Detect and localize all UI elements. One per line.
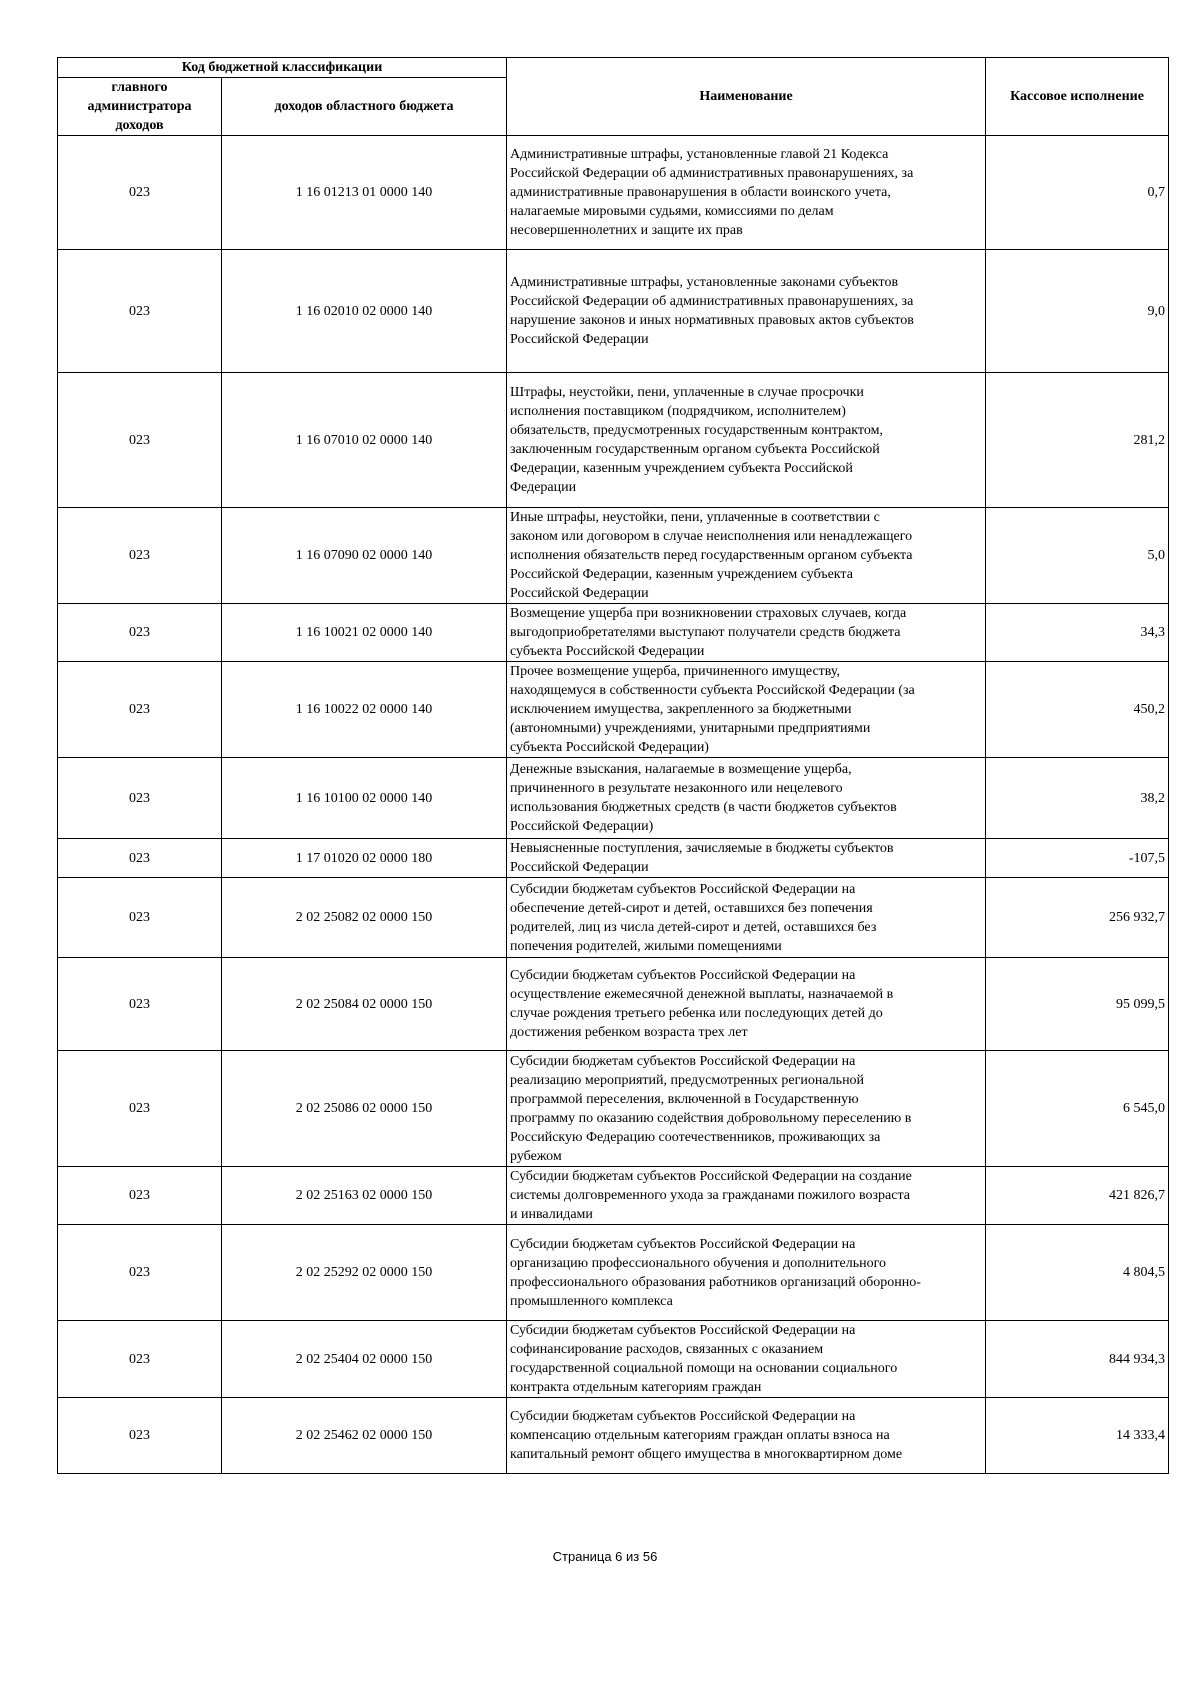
table-row xyxy=(58,136,1169,250)
amount-cell: -107,5 xyxy=(986,839,1169,878)
admin-code-cell: 023 xyxy=(58,878,222,958)
amount-cell: 256 932,7 xyxy=(986,878,1169,958)
table-row xyxy=(58,662,1169,758)
page-number-footer: Страница 6 из 56 xyxy=(552,1549,658,1564)
budget-code-cell: 1 16 07010 02 0000 140 xyxy=(222,373,507,508)
amount-cell: 450,2 xyxy=(986,662,1169,758)
amount-cell: 14 333,4 xyxy=(986,1398,1169,1474)
table-row xyxy=(58,758,1169,839)
admin-code-cell: 023 xyxy=(58,758,222,839)
table-row xyxy=(58,878,1169,958)
budget-code-cell: 2 02 25292 02 0000 150 xyxy=(222,1225,507,1321)
admin-code-cell: 023 xyxy=(58,1051,222,1167)
table-row xyxy=(58,1051,1169,1167)
admin-code-cell: 023 xyxy=(58,1167,222,1225)
amount-cell: 0,7 xyxy=(986,136,1169,250)
table-row xyxy=(58,604,1169,662)
name-cell: Штрафы, неустойки, пени, уплаченные в случае просрочки исполнения поставщиком (подрядчиком, исполнителем) обязательств, предусмотренных государственным контрактом, заключенным государственным органом субъекта Российской Федерации, казенным учреждением субъекта Российской Федерации xyxy=(507,373,986,508)
admin-code-cell: 023 xyxy=(58,839,222,878)
amount-cell: 4 804,5 xyxy=(986,1225,1169,1321)
name-cell: Иные штрафы, неустойки, пени, уплаченные в соответствии с законом или договором в случае неисполнения или ненадлежащего исполнения обязательств перед государственным органом субъекта Российской Федерации, казенным учреждением субъекта Российской Федерации xyxy=(507,508,986,604)
amount-cell: 9,0 xyxy=(986,250,1169,373)
name-cell: Административные штрафы, установленные законами субъектов Российской Федерации об административных правонарушениях, за нарушение законов и иных нормативных правовых актов субъектов Российской Федерации xyxy=(507,250,986,373)
amount-cell: 6 545,0 xyxy=(986,1051,1169,1167)
budget-code-cell: 1 16 01213 01 0000 140 xyxy=(222,136,507,250)
budget-code-cell: 1 16 02010 02 0000 140 xyxy=(222,250,507,373)
admin-code-cell: 023 xyxy=(58,250,222,373)
amount-cell: 34,3 xyxy=(986,604,1169,662)
amount-cell: 95 099,5 xyxy=(986,958,1169,1051)
header-regional-budget-income: доходов областного бюджета xyxy=(222,78,507,136)
amount-cell: 844 934,3 xyxy=(986,1321,1169,1398)
amount-cell: 5,0 xyxy=(986,508,1169,604)
header-chief-administrator: главного администратора доходов xyxy=(58,78,222,136)
budget-table xyxy=(57,57,1169,1474)
name-cell: Денежные взыскания, налагаемые в возмещение ущерба, причиненного в результате незаконного или нецелевого использования бюджетных средств (в части бюджетов субъектов Российской Федерации) xyxy=(507,758,986,839)
budget-code-cell: 1 16 10100 02 0000 140 xyxy=(222,758,507,839)
budget-code-cell: 2 02 25084 02 0000 150 xyxy=(222,958,507,1051)
table-row xyxy=(58,1167,1169,1225)
admin-code-cell: 023 xyxy=(58,662,222,758)
name-cell: Субсидии бюджетам субъектов Российской Федерации на организацию профессионального обучения и дополнительного профессионального образования работников организаций оборонно- промышленного комплекса xyxy=(507,1225,986,1321)
name-cell: Субсидии бюджетам субъектов Российской Федерации на обеспечение детей-сирот и детей, оставшихся без попечения родителей, лиц из числа детей-сирот и детей, оставшихся без попечения родителей, жилыми помещениями xyxy=(507,878,986,958)
name-cell: Субсидии бюджетам субъектов Российской Федерации на создание системы долговременного ухода за гражданами пожилого возраста и инвалидами xyxy=(507,1167,986,1225)
table-row xyxy=(58,373,1169,508)
amount-cell: 421 826,7 xyxy=(986,1167,1169,1225)
name-cell: Субсидии бюджетам субъектов Российской Федерации на реализацию мероприятий, предусмотренных региональной программой переселения, включенной в Государственную программу по оказанию содействия добровольному переселению в Российскую Федерацию соотечественников, проживающих за рубежом xyxy=(507,1051,986,1167)
header-budget-classification: Код бюджетной классификации xyxy=(58,58,507,78)
admin-code-cell: 023 xyxy=(58,373,222,508)
table-row xyxy=(58,1398,1169,1474)
name-cell: Возмещение ущерба при возникновении страховых случаев, когда выгодоприобретателями выступают получатели средств бюджета субъекта Российской Федерации xyxy=(507,604,986,662)
budget-code-cell: 2 02 25462 02 0000 150 xyxy=(222,1398,507,1474)
name-cell: Субсидии бюджетам субъектов Российской Федерации на софинансирование расходов, связанных с оказанием государственной социальной помощи на основании социального контракта отдельным категориям граждан xyxy=(507,1321,986,1398)
budget-code-cell: 1 16 10022 02 0000 140 xyxy=(222,662,507,758)
name-cell: Невыясненные поступления, зачисляемые в бюджеты субъектов Российской Федерации xyxy=(507,839,986,878)
admin-code-cell: 023 xyxy=(58,1398,222,1474)
budget-code-cell: 2 02 25082 02 0000 150 xyxy=(222,878,507,958)
admin-code-cell: 023 xyxy=(58,1321,222,1398)
table-row xyxy=(58,1225,1169,1321)
table-row xyxy=(58,958,1169,1051)
budget-code-cell: 1 17 01020 02 0000 180 xyxy=(222,839,507,878)
admin-code-cell: 023 xyxy=(58,508,222,604)
admin-code-cell: 023 xyxy=(58,958,222,1051)
name-cell: Прочее возмещение ущерба, причиненного имуществу, находящемуся в собственности субъекта Российской Федерации (за исключением имущества, закрепленного за бюджетными (автономными) учреждениями, унитарными предприятиями субъекта Российской Федерации) xyxy=(507,662,986,758)
table-row xyxy=(58,1321,1169,1398)
budget-code-cell: 1 16 10021 02 0000 140 xyxy=(222,604,507,662)
admin-code-cell: 023 xyxy=(58,1225,222,1321)
budget-code-cell: 2 02 25086 02 0000 150 xyxy=(222,1051,507,1167)
name-cell: Административные штрафы, установленные главой 21 Кодекса Российской Федерации об административных правонарушениях, за административные правонарушения в области воинского учета, налагаемые мировыми судьями, комиссиями по делам несовершеннолетних и защите их прав xyxy=(507,136,986,250)
budget-code-cell: 1 16 07090 02 0000 140 xyxy=(222,508,507,604)
budget-code-cell: 2 02 25404 02 0000 150 xyxy=(222,1321,507,1398)
admin-code-cell: 023 xyxy=(58,604,222,662)
table-row xyxy=(58,508,1169,604)
name-cell: Субсидии бюджетам субъектов Российской Федерации на компенсацию отдельным категориям граждан оплаты взноса на капитальный ремонт общего имущества в многоквартирном доме xyxy=(507,1398,986,1474)
amount-cell: 38,2 xyxy=(986,758,1169,839)
budget-code-cell: 2 02 25163 02 0000 150 xyxy=(222,1167,507,1225)
table-row xyxy=(58,250,1169,373)
amount-cell: 281,2 xyxy=(986,373,1169,508)
table-header-row xyxy=(58,58,1169,78)
header-name: Наименование xyxy=(507,58,986,136)
name-cell: Субсидии бюджетам субъектов Российской Федерации на осуществление ежемесячной денежной выплаты, назначаемой в случае рождения третьего ребенка или последующих детей до достижения ребенком возраста трех лет xyxy=(507,958,986,1051)
table-row xyxy=(58,839,1169,878)
admin-code-cell: 023 xyxy=(58,136,222,250)
header-cash-execution: Кассовое исполнение xyxy=(986,58,1169,136)
